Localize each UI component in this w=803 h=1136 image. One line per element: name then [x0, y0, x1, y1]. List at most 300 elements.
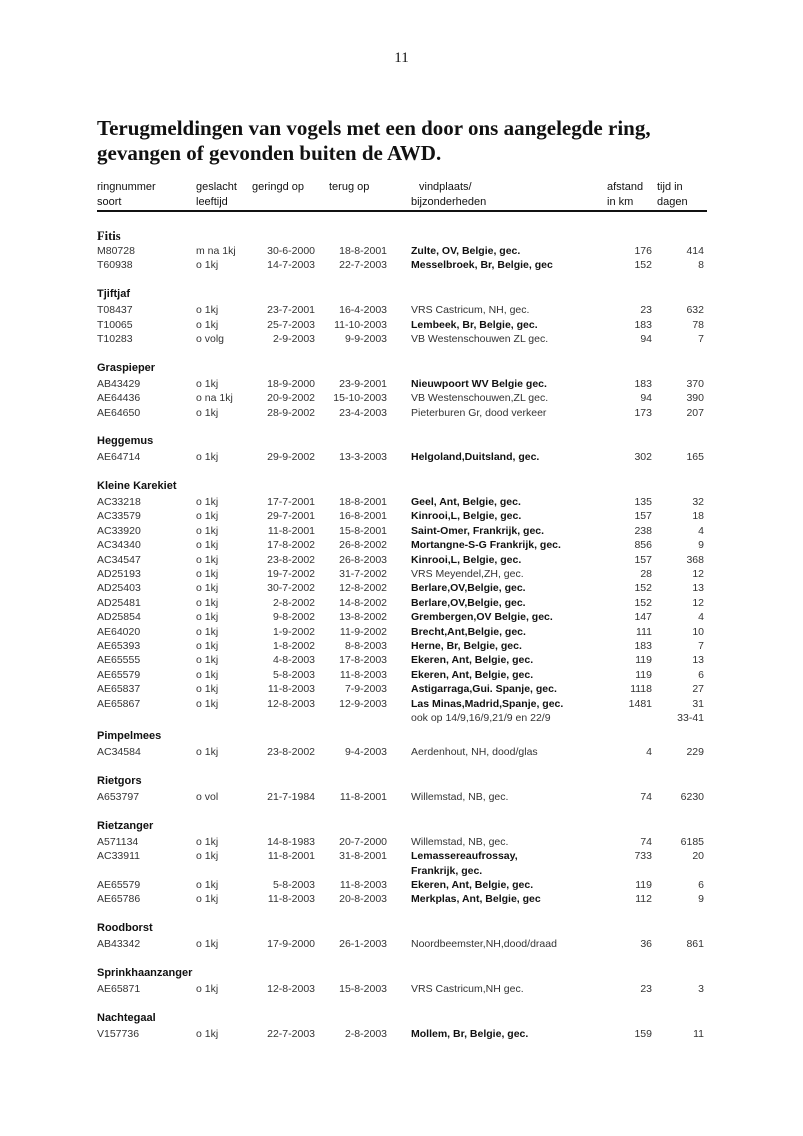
distance-km: 183	[634, 377, 652, 390]
species-heading	[97, 819, 707, 835]
days: 9	[698, 893, 704, 906]
table-row	[97, 258, 707, 272]
ring-number: AD25403	[97, 582, 141, 595]
table-row	[97, 332, 707, 346]
ringed-date: 23-7-2001	[267, 304, 315, 317]
table-row	[97, 937, 707, 951]
recovery-date: 11-8-2003	[339, 879, 387, 892]
recovery-date: 9-4-2003	[344, 746, 387, 759]
table-row	[97, 982, 707, 996]
table-row	[97, 596, 707, 610]
days: 12	[692, 568, 704, 581]
ringed-date: 22-7-2003	[267, 1027, 315, 1040]
location: Kinrooi,L, Belgie, gec.	[411, 510, 522, 523]
location: Berlare,OV,Belgie, gec.	[411, 582, 526, 595]
days: 11	[693, 1027, 704, 1040]
recovery-date: 14-8-2002	[339, 596, 387, 609]
ring-number: AE65393	[97, 639, 141, 652]
table-header-row-2	[97, 196, 707, 210]
table-row	[97, 495, 707, 509]
header-afstand: afstand	[607, 181, 644, 193]
spacer	[97, 996, 707, 1010]
distance-km: 94	[640, 392, 652, 405]
days: 165	[686, 451, 704, 464]
recovery-date: 13-8-2002	[339, 611, 387, 624]
header-vindplaats: vindplaats/	[419, 181, 472, 193]
recovery-date: 26-8-2002	[339, 539, 387, 552]
header-bijzonderheden: bijzonderheden	[411, 196, 487, 208]
table-header-row-1	[97, 181, 707, 195]
spacer	[97, 907, 707, 921]
distance-km: 147	[634, 611, 652, 624]
location: Brecht,Ant,Belgie, gec.	[411, 625, 526, 638]
recovery-date: 13-3-2003	[339, 451, 387, 464]
days: 632	[686, 304, 704, 317]
header-ringnummer: ringnummer	[97, 181, 156, 193]
distance-km: 183	[634, 639, 652, 652]
recovery-date: 16-8-2001	[339, 510, 387, 523]
days: 9	[698, 539, 704, 552]
distance-km: 28	[640, 568, 652, 581]
ring-number: AC34547	[97, 553, 141, 566]
location: Kinrooi,L, Belgie, gec.	[411, 553, 522, 566]
sex-age: o 1kj	[196, 510, 219, 523]
ringed-date: 30-6-2000	[267, 245, 315, 257]
distance-km: 36	[640, 938, 652, 951]
page-title: Terugmeldingen van vogels met een door ons aangelegde ring, gevangen of gevonden buiten de AWD.	[97, 116, 651, 165]
species-heading	[97, 1011, 707, 1027]
recovery-date: 18-8-2001	[339, 496, 387, 509]
location: Las Minas,Madrid,Spanje, gec.	[411, 697, 564, 710]
table-row	[97, 892, 707, 906]
sex-age: o 1kj	[196, 879, 219, 892]
ringed-date: 17-8-2002	[267, 539, 315, 552]
days: 368	[686, 553, 704, 566]
spacer	[97, 760, 707, 774]
days: 20	[692, 850, 704, 863]
recovery-date: 12-8-2002	[339, 582, 387, 595]
spacer	[97, 273, 707, 287]
days: 229	[686, 746, 704, 759]
table-row	[97, 567, 707, 581]
location: Helgoland,Duitsland, gec.	[411, 451, 540, 464]
ringed-date: 11-8-2001	[267, 850, 315, 863]
sex-age: o 1kj	[196, 683, 219, 696]
sex-age: o 1kj	[196, 259, 219, 272]
sex-age: o 1kj	[196, 582, 219, 595]
distance-km: 4	[646, 746, 652, 759]
recovery-date: 11-10-2003	[334, 318, 387, 331]
days: 6185	[680, 835, 704, 848]
recovery-date: 26-1-2003	[339, 938, 387, 951]
recovery-date: 2-8-2003	[344, 1027, 387, 1040]
ring-number: T10065	[97, 318, 133, 331]
days: 414	[686, 245, 704, 257]
ringed-date: 14-7-2003	[267, 259, 315, 272]
spacer	[97, 952, 707, 966]
location: Geel, Ant, Belgie, gec.	[411, 496, 521, 509]
distance-km: 302	[634, 451, 652, 464]
ring-number: T08437	[97, 304, 133, 317]
sex-age: o 1kj	[196, 539, 219, 552]
table-row	[97, 450, 707, 464]
recovery-date: 15-10-2003	[333, 392, 387, 405]
table-row	[97, 524, 707, 538]
sex-age: o 1kj	[196, 524, 219, 537]
ringed-date: 23-8-2002	[267, 746, 315, 759]
ring-number: AD25854	[97, 611, 141, 624]
header-geslacht: geslacht	[196, 181, 237, 193]
location: VRS Castricum, NH, gec.	[411, 304, 530, 317]
location: VRS Meyendel,ZH, gec.	[411, 568, 524, 581]
table-row	[97, 653, 707, 667]
ring-number: AB43342	[97, 938, 141, 951]
table-row	[97, 509, 707, 523]
table-row	[97, 682, 707, 696]
distance-km: 119	[635, 668, 652, 681]
days: 6	[698, 879, 704, 892]
recovery-date: 11-8-2001	[339, 791, 387, 804]
distance-km: 74	[640, 835, 652, 848]
species-heading	[97, 966, 707, 982]
species-heading	[97, 921, 707, 937]
distance-km: 733	[634, 850, 652, 863]
location: Pieterburen Gr, dood verkeer	[411, 406, 547, 419]
distance-km: 152	[634, 582, 652, 595]
ringed-date: 11-8-2001	[267, 524, 315, 537]
ringed-date: 5-8-2003	[272, 668, 315, 681]
location: Mortangne-S-G Frankrijk, gec.	[411, 539, 561, 552]
header-dagen: dagen	[657, 196, 688, 208]
ringed-date: 11-8-2003	[267, 683, 315, 696]
table-row	[97, 835, 707, 849]
days: 31	[692, 697, 704, 710]
days: 12	[692, 596, 704, 609]
spacer	[97, 805, 707, 819]
location: VB Westenschouwen,ZL gec.	[411, 392, 549, 405]
species-heading	[97, 729, 707, 745]
species-name: Graspieper	[97, 361, 156, 374]
days: 13	[692, 654, 704, 667]
table-row	[97, 639, 707, 653]
ringed-date: 2-8-2002	[272, 596, 315, 609]
species-name: Rietgors	[97, 775, 142, 788]
sex-age: o 1kj	[196, 668, 219, 681]
sex-age: o 1kj	[196, 377, 219, 390]
ring-number: AD25193	[97, 568, 141, 581]
distance-km: 173	[634, 406, 652, 419]
ring-number: M80728	[97, 245, 135, 257]
ringed-date: 23-8-2002	[267, 553, 315, 566]
distance-km: 119	[635, 654, 652, 667]
location: Lemassereaufrossay,	[411, 850, 518, 863]
distance-km: 856	[634, 539, 652, 552]
sex-age: o volg	[196, 332, 225, 345]
header-tijd-in: tijd in	[657, 181, 683, 193]
distance-km: 157	[634, 553, 652, 566]
species-name: Rietzanger	[97, 819, 154, 832]
table-row	[97, 610, 707, 624]
distance-km: 74	[640, 791, 652, 804]
location: Nieuwpoort WV Belgie gec.	[411, 377, 547, 390]
location: Lembeek, Br, Belgie, gec.	[411, 318, 538, 331]
distance-km: 112	[635, 893, 652, 906]
ring-number: AE64714	[97, 451, 141, 464]
sex-age: o 1kj	[196, 983, 219, 996]
location: Frankrijk, gec.	[411, 864, 483, 877]
ring-number: AB43429	[97, 377, 141, 390]
recovery-date: 18-8-2001	[339, 245, 387, 257]
sex-age: o 1kj	[196, 553, 219, 566]
header-leeftijd: leeftijd	[196, 196, 228, 208]
recovery-date: 26-8-2003	[339, 553, 387, 566]
ring-number: AE65786	[97, 893, 141, 906]
ring-number: A571134	[97, 835, 139, 848]
table-row	[97, 553, 707, 567]
header-terug-op: terug op	[329, 181, 370, 193]
table-row	[97, 878, 707, 892]
recovery-date: 23-4-2003	[339, 406, 387, 419]
table-row	[97, 303, 707, 317]
ring-number: V157736	[97, 1027, 140, 1040]
species-name: Roodborst	[97, 922, 153, 935]
ring-number: AC33579	[97, 510, 141, 523]
table-row	[97, 697, 707, 711]
ring-number: AD25481	[97, 596, 141, 609]
ringed-date: 25-7-2003	[267, 318, 315, 331]
spacer	[97, 346, 707, 360]
days: 6	[698, 668, 704, 681]
table-row	[97, 668, 707, 682]
species-name: Tjiftjaf	[97, 288, 130, 301]
days: 861	[686, 938, 704, 951]
table-row	[97, 790, 707, 804]
sex-age: o 1kj	[196, 746, 219, 759]
ring-number: AE65555	[97, 654, 141, 667]
ring-number: AE65867	[97, 697, 141, 710]
ringed-date: 17-7-2001	[267, 496, 315, 509]
sex-age: o 1kj	[196, 318, 219, 331]
ring-number: AE64020	[97, 625, 141, 638]
recovery-date: 12-9-2003	[339, 697, 387, 710]
days: 4	[698, 611, 704, 624]
distance-km: 152	[634, 596, 652, 609]
location: Zulte, OV, Belgie, gec.	[411, 245, 521, 257]
table-row	[97, 711, 707, 725]
distance-km: 111	[636, 625, 652, 638]
species-name: Nachtegaal	[97, 1011, 156, 1024]
ring-number: AE65871	[97, 983, 141, 996]
days: 6230	[680, 791, 704, 804]
sex-age: o 1kj	[196, 611, 219, 624]
recovery-date: 22-7-2003	[339, 259, 387, 272]
recovery-date: 15-8-2001	[339, 524, 387, 537]
location: Astigarraga,Gui. Spanje, gec.	[411, 683, 557, 696]
location: Noordbeemster,NH,dood/draad	[411, 938, 557, 951]
recoveries-table	[97, 212, 707, 1041]
days: 207	[686, 406, 704, 419]
ringed-date: 14-8-1983	[267, 835, 315, 848]
distance-km: 152	[634, 259, 652, 272]
ring-number: AE65579	[97, 879, 141, 892]
location: Grembergen,OV Belgie, gec.	[411, 611, 553, 624]
ringed-date: 12-8-2003	[267, 983, 315, 996]
ringed-date: 29-9-2002	[267, 451, 315, 464]
ringed-date: 18-9-2000	[267, 377, 315, 390]
location: Merkplas, Ant, Belgie, gec	[411, 893, 541, 906]
sex-age: o 1kj	[196, 697, 219, 710]
table-row	[97, 391, 707, 405]
ringed-date: 5-8-2003	[272, 879, 315, 892]
species-name: Heggemus	[97, 435, 154, 448]
ringed-date: 19-7-2002	[267, 568, 315, 581]
table-row	[97, 1027, 707, 1041]
ring-number: AC33911	[97, 850, 141, 863]
recovery-date: 15-8-2003	[339, 983, 387, 996]
ringed-date: 4-8-2003	[272, 654, 315, 667]
recovery-date: 7-9-2003	[344, 683, 387, 696]
spacer	[97, 465, 707, 479]
location: Ekeren, Ant, Belgie, gec.	[411, 668, 534, 681]
sex-age: o vol	[196, 791, 219, 804]
distance-km: 23	[640, 983, 652, 996]
location: VB Westenschouwen ZL gec.	[411, 332, 549, 345]
sex-age: o 1kj	[196, 625, 219, 638]
ringed-date: 28-9-2002	[267, 406, 315, 419]
days: 32	[692, 496, 704, 509]
sex-age: o 1kj	[196, 938, 219, 951]
table-row	[97, 864, 707, 878]
table-row	[97, 745, 707, 759]
species-heading	[97, 774, 707, 790]
ring-number: AC33920	[97, 524, 141, 537]
sex-age: o 1kj	[196, 1027, 219, 1040]
ring-number: AE64650	[97, 406, 141, 419]
sex-age: o 1kj	[196, 496, 219, 509]
distance-km: 1118	[630, 683, 652, 696]
days: 4	[698, 524, 704, 537]
days: 27	[692, 683, 704, 696]
ringed-date: 21-7-1984	[267, 791, 315, 804]
spacer	[97, 212, 707, 228]
recovery-date: 20-8-2003	[339, 893, 387, 906]
location: Messelbroek, Br, Belgie, gec	[411, 259, 553, 272]
table-row	[97, 244, 707, 258]
species-heading	[97, 361, 707, 377]
distance-km: 157	[634, 510, 652, 523]
distance-km: 183	[634, 318, 652, 331]
recovery-date: 11-8-2003	[339, 668, 387, 681]
sex-age: o na 1kj	[196, 392, 233, 405]
location: Willemstad, NB, gec.	[411, 791, 509, 804]
table-row	[97, 581, 707, 595]
sex-age: o 1kj	[196, 639, 219, 652]
sex-age: o 1kj	[196, 304, 219, 317]
sex-age: o 1kj	[196, 406, 219, 419]
table-row	[97, 538, 707, 552]
recovery-date: 23-9-2001	[339, 377, 387, 390]
ring-number: AC34340	[97, 539, 141, 552]
species-name: Kleine Karekiet	[97, 480, 177, 493]
ring-number: AE65579	[97, 668, 141, 681]
distance-km: 119	[635, 879, 652, 892]
distance-km: 176	[634, 245, 652, 257]
recovery-date: 9-9-2003	[344, 332, 387, 345]
page-number: 11	[394, 50, 409, 66]
sex-age: o 1kj	[196, 568, 219, 581]
ring-number: T60938	[97, 259, 133, 272]
ringed-date: 12-8-2003	[267, 697, 315, 710]
species-name: Fitis	[97, 229, 121, 243]
location: Ekeren, Ant, Belgie, gec.	[411, 654, 534, 667]
location: Aerdenhout, NH, dood/glas	[411, 746, 538, 759]
recovery-date: 17-8-2003	[339, 654, 387, 667]
distance-km: 135	[634, 496, 652, 509]
header-geringd-op: geringd op	[252, 181, 304, 193]
header-in-km: in km	[607, 196, 634, 208]
sex-age: m na 1kj	[196, 245, 236, 257]
distance-km: 1481	[628, 697, 652, 710]
ringed-date: 20-9-2002	[267, 392, 315, 405]
recovery-date: 16-4-2003	[339, 304, 387, 317]
days: 10	[692, 625, 704, 638]
species-heading	[97, 228, 707, 244]
location: Berlare,OV,Belgie, gec.	[411, 596, 526, 609]
location: ook op 14/9,16/9,21/9 en 22/9	[411, 711, 551, 724]
species-heading	[97, 434, 707, 450]
recovery-date: 11-9-2002	[339, 625, 387, 638]
header-soort: soort	[97, 196, 122, 208]
days: 33-41	[677, 711, 704, 724]
species-name: Pimpelmees	[97, 730, 162, 743]
species-heading	[97, 287, 707, 303]
table-row	[97, 406, 707, 420]
ringed-date: 2-9-2003	[272, 332, 315, 345]
distance-km: 94	[640, 332, 652, 345]
days: 8	[698, 259, 704, 272]
ringed-date: 29-7-2001	[267, 510, 315, 523]
sex-age: o 1kj	[196, 596, 219, 609]
days: 7	[698, 639, 704, 652]
ringed-date: 1-9-2002	[272, 625, 315, 638]
sex-age: o 1kj	[196, 835, 219, 848]
sex-age: o 1kj	[196, 850, 219, 863]
ring-number: AE64436	[97, 392, 141, 405]
days: 18	[692, 510, 704, 523]
location: Ekeren, Ant, Belgie, gec.	[411, 879, 534, 892]
table-row	[97, 377, 707, 391]
days: 13	[692, 582, 704, 595]
spacer	[97, 420, 707, 434]
ring-number: AE65837	[97, 683, 141, 696]
recovery-date: 8-8-2003	[344, 639, 387, 652]
days: 390	[686, 392, 704, 405]
days: 7	[698, 332, 704, 345]
sex-age: o 1kj	[196, 451, 219, 464]
species-name: Sprinkhaanzanger	[97, 967, 193, 980]
ring-number: AC33218	[97, 496, 141, 509]
days: 370	[686, 377, 704, 390]
location: Willemstad, NB, gec.	[411, 835, 509, 848]
ringed-date: 30-7-2002	[267, 582, 315, 595]
table-row	[97, 625, 707, 639]
ringed-date: 11-8-2003	[267, 893, 315, 906]
location: Mollem, Br, Belgie, gec.	[411, 1027, 529, 1040]
table-row	[97, 318, 707, 332]
distance-km: 159	[634, 1027, 652, 1040]
ring-number: AC34584	[97, 746, 141, 759]
sex-age: o 1kj	[196, 893, 219, 906]
